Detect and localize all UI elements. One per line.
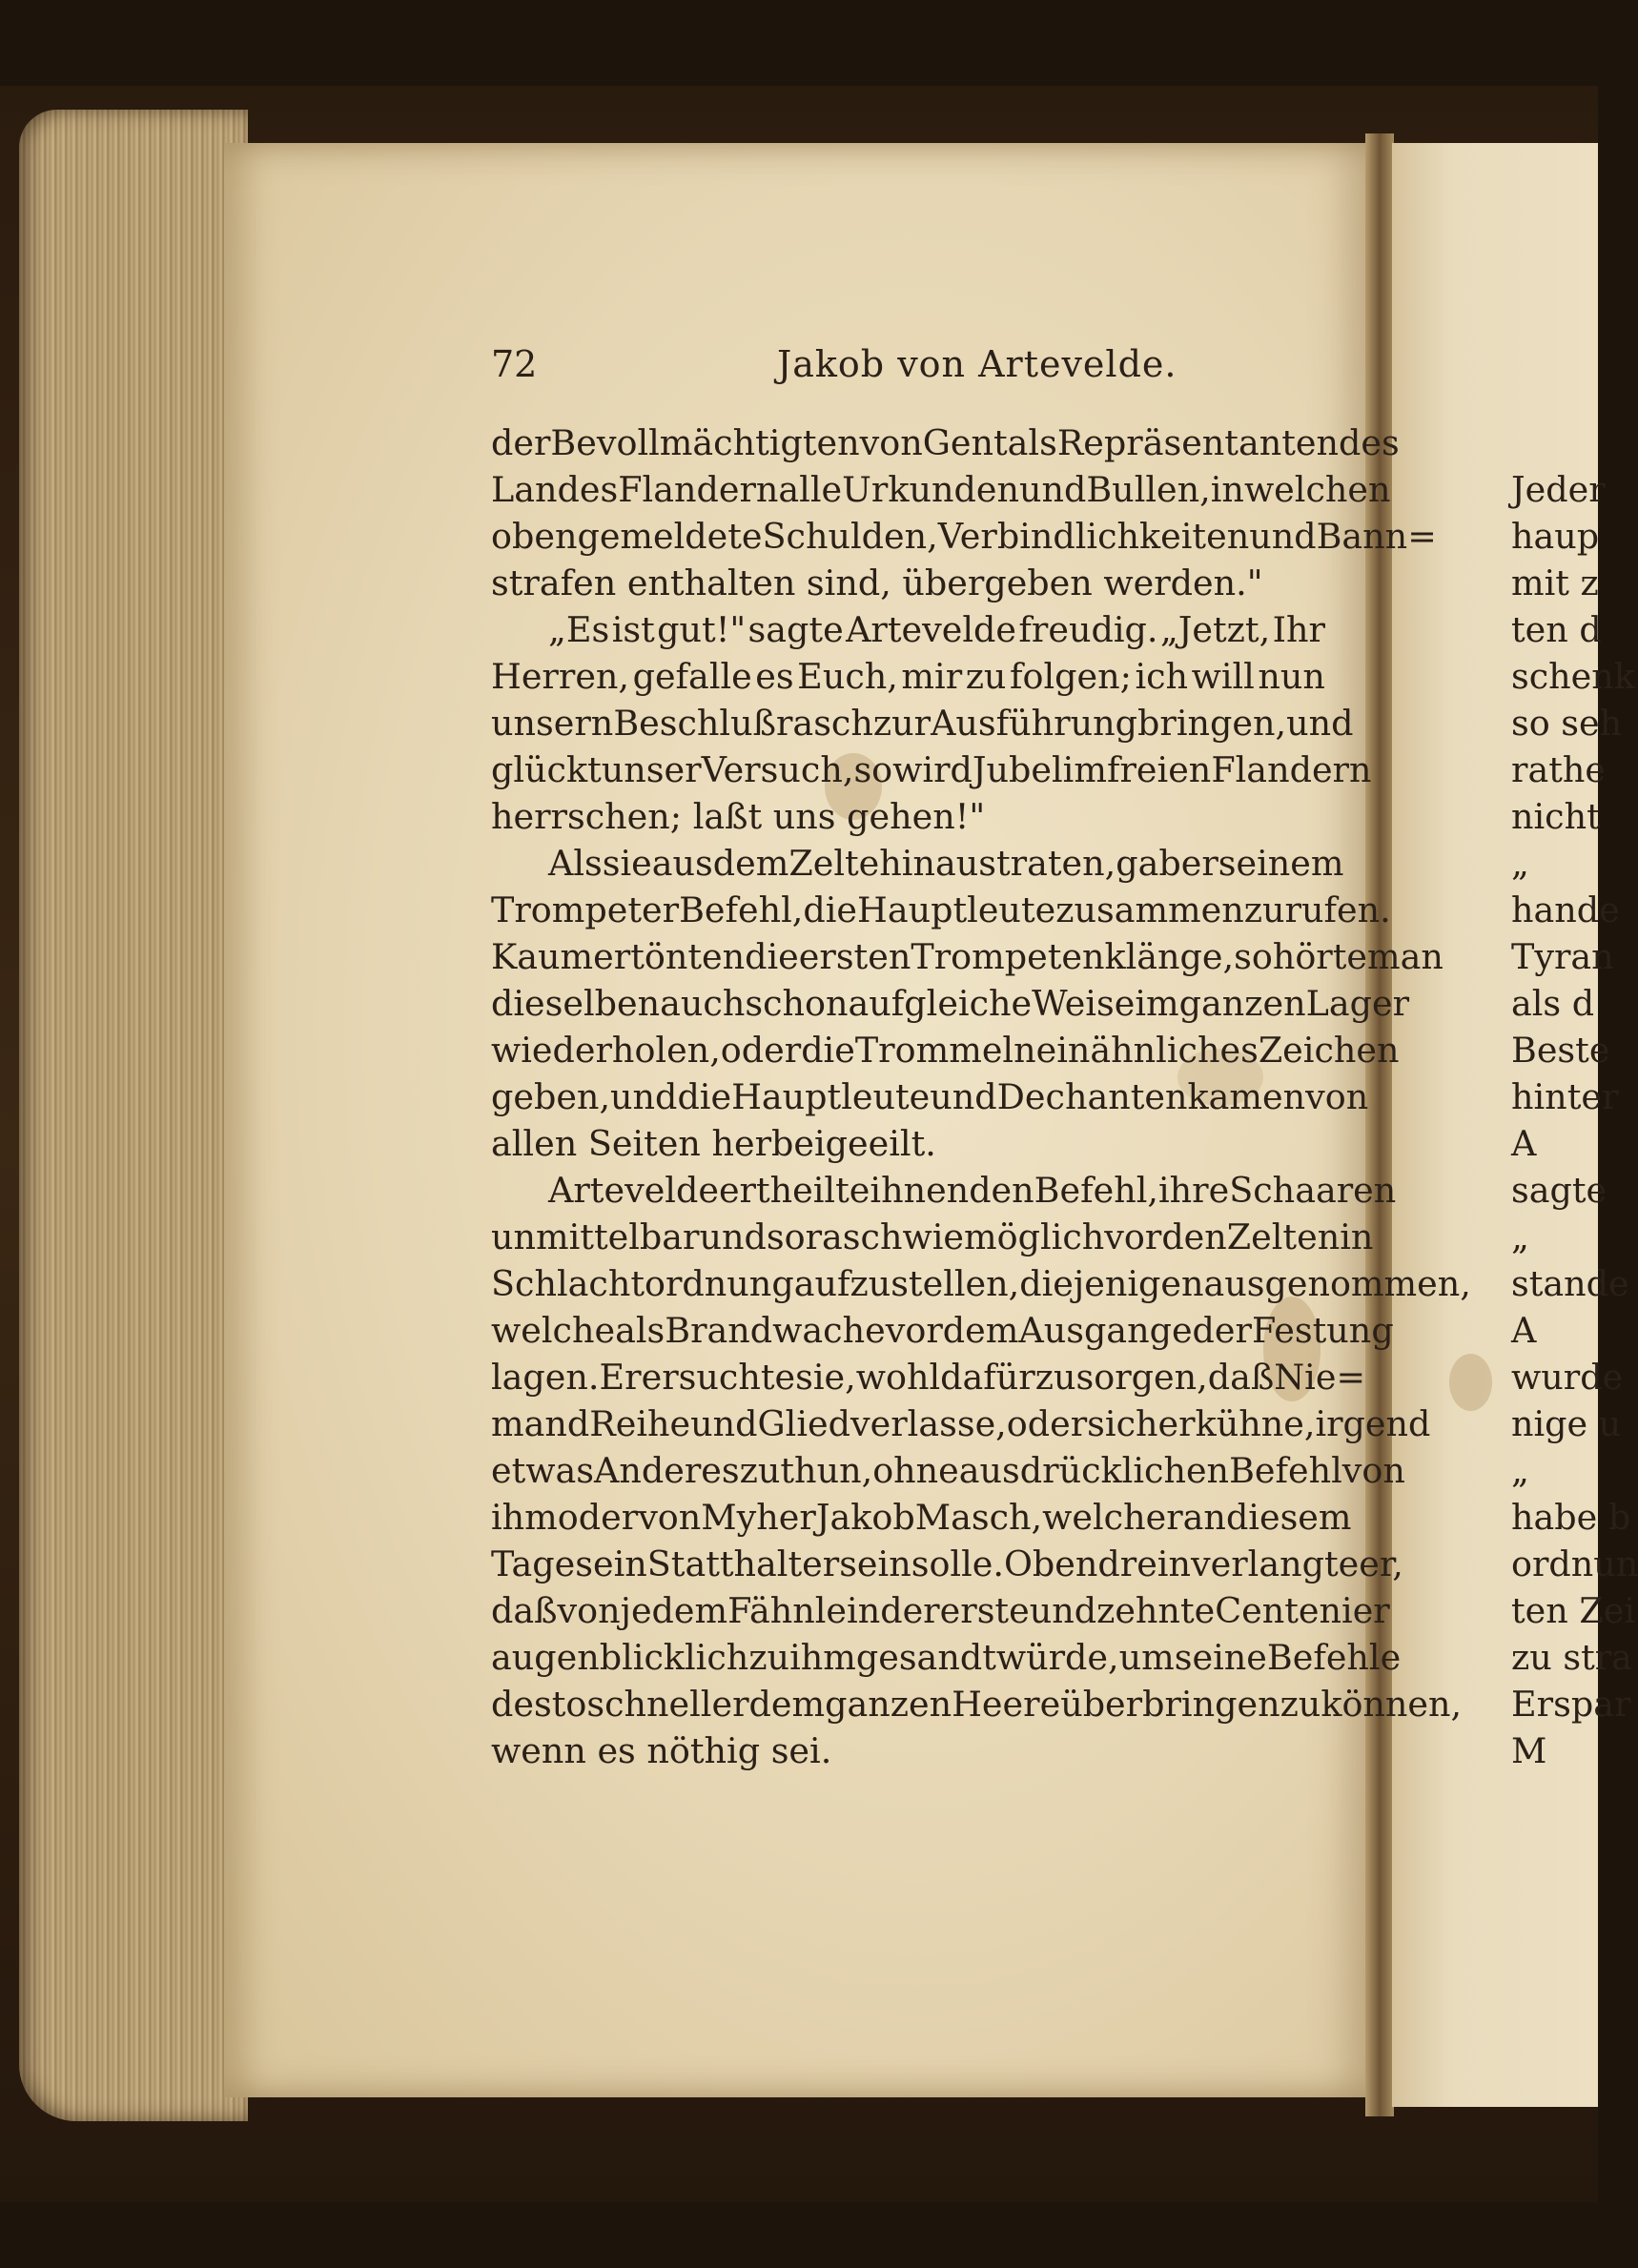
- text-line: mand Reihe und Glied verlasse, oder sich erkühne, irgend: [491, 1403, 1431, 1444]
- right-text-fragment: ordnun: [1511, 1543, 1638, 1584]
- text-line: ihm oder von Myher Jakob Masch, welcher an diesem: [491, 1497, 1352, 1538]
- text-line: Als sie aus dem Zelte hinaustraten, gab er seinem: [548, 843, 1344, 884]
- page-edges: [19, 110, 248, 2121]
- text-line: strafen enthalten sind, übergeben werden.": [491, 562, 1263, 603]
- right-text-fragment: mit z: [1511, 562, 1599, 603]
- text-line: Schlachtordnung aufzustellen, diejenigen ausgenommen,: [491, 1263, 1471, 1304]
- text-line: Herren, gefalle es Euch, mir zu folgen; ich will nun: [491, 656, 1325, 697]
- right-text-fragment: „: [1511, 1450, 1529, 1491]
- stain-mark: [1449, 1354, 1492, 1411]
- right-text-fragment: als d: [1511, 983, 1595, 1024]
- right-text-fragment: sagte: [1511, 1170, 1607, 1211]
- right-text-fragment: Tyran: [1511, 936, 1614, 977]
- right-text-fragment: [1511, 419, 1598, 466]
- text-line: Kaum ertönten die ersten Trompetenklänge, so hörte man: [491, 936, 1443, 977]
- right-text-fragment: Jeder: [1511, 469, 1606, 510]
- right-text-fragment: Beste: [1511, 1030, 1610, 1071]
- right-text-fragment: nicht: [1511, 796, 1601, 837]
- right-text-fragment: hinter: [1511, 1076, 1619, 1117]
- text-line: Artevelde ertheilte ihnen den Befehl, ihre Schaaren: [548, 1170, 1397, 1211]
- right-text-fragment: ten d: [1511, 609, 1602, 650]
- right-text-fragment: Erspar: [1511, 1684, 1631, 1725]
- right-text-fragment: zu stra: [1511, 1637, 1632, 1678]
- right-text-fragment: hande: [1511, 889, 1620, 930]
- text-line: Trompeter Befehl, die Hauptleute zusammenzurufen.: [491, 889, 1391, 930]
- text-line: lagen. Er ersuchte sie, wohl dafür zu sorgen, daß Nie=: [491, 1357, 1366, 1398]
- text-line: herrschen; laßt uns gehen!": [491, 796, 986, 837]
- text-line: „Es ist gut!" sagte Artevelde freudig. „Jetzt, Ihr: [548, 609, 1325, 650]
- right-text-fragment: so seh: [1511, 703, 1623, 744]
- text-line: allen Seiten herbeigeeilt.: [491, 1123, 936, 1164]
- text-line: daß von jedem Fähnlein der erste und zehnte Centenier: [491, 1590, 1390, 1631]
- right-text-fragment: nige u: [1511, 1403, 1622, 1444]
- right-text-fragment: „: [1511, 843, 1529, 884]
- text-line: unmittelbar und so rasch wie möglich vor den Zelten in: [491, 1216, 1374, 1257]
- right-text-fragment: „: [1511, 1216, 1529, 1257]
- right-text-fragment: M: [1511, 1730, 1547, 1771]
- right-text-fragment: ten Zei: [1511, 1590, 1636, 1631]
- body-text: [491, 419, 1471, 1774]
- text-line: obengemeldete Schulden, Verbindlichkeiten und Bann=: [491, 516, 1437, 557]
- text-line: etwas Anderes zu thun, ohne ausdrücklichen Befehl von: [491, 1450, 1405, 1491]
- right-text-fragment: wurde: [1511, 1357, 1624, 1398]
- text-line: Tage sein Statthalter sein solle. Obendrein verlangte er,: [491, 1543, 1403, 1584]
- running-title: Jakob von Artevelde.: [777, 343, 1177, 385]
- text-line: Landes Flandern alle Urkunden und Bullen, in welchen: [491, 469, 1391, 510]
- right-text-fragment: schenk: [1511, 656, 1635, 697]
- right-text-fragment: A: [1511, 1310, 1537, 1351]
- running-head: [491, 343, 1321, 400]
- right-text-fragment: rathe: [1511, 749, 1606, 790]
- text-line: desto schneller dem ganzen Heere überbringen zu können,: [491, 1684, 1463, 1725]
- text-line: geben, und die Hauptleute und Dechanten kamen von: [491, 1076, 1369, 1117]
- page-number: 72: [491, 343, 538, 385]
- text-line: unsern Beschluß rasch zur Ausführung bringen, und: [491, 703, 1354, 744]
- right-text-fragment: habe b: [1511, 1497, 1631, 1538]
- text-line: der Bevollmächtigten von Gent als Repräsentanten des: [491, 422, 1400, 463]
- right-text-fragment: stande: [1511, 1263, 1629, 1304]
- text-line: glückt unser Versuch, so wird Jubel im freien Flandern: [491, 749, 1372, 790]
- text-line: welche als Brandwache vor dem Ausgange der Festung: [491, 1310, 1394, 1351]
- right-text-fragment: A: [1511, 1123, 1537, 1164]
- right-text-fragment: haup: [1511, 516, 1600, 557]
- text-line: wenn es nöthig sei.: [491, 1730, 832, 1771]
- text-line: dieselben auch schon auf gleiche Weise im ganzen Lager: [491, 983, 1410, 1024]
- text-line: augenblicklich zu ihm gesandt würde, um seine Befehle: [491, 1637, 1402, 1678]
- right-page-text: [1511, 419, 1638, 1774]
- text-line: wiederholen, oder die Trommeln ein ähnliches Zeichen: [491, 1030, 1400, 1071]
